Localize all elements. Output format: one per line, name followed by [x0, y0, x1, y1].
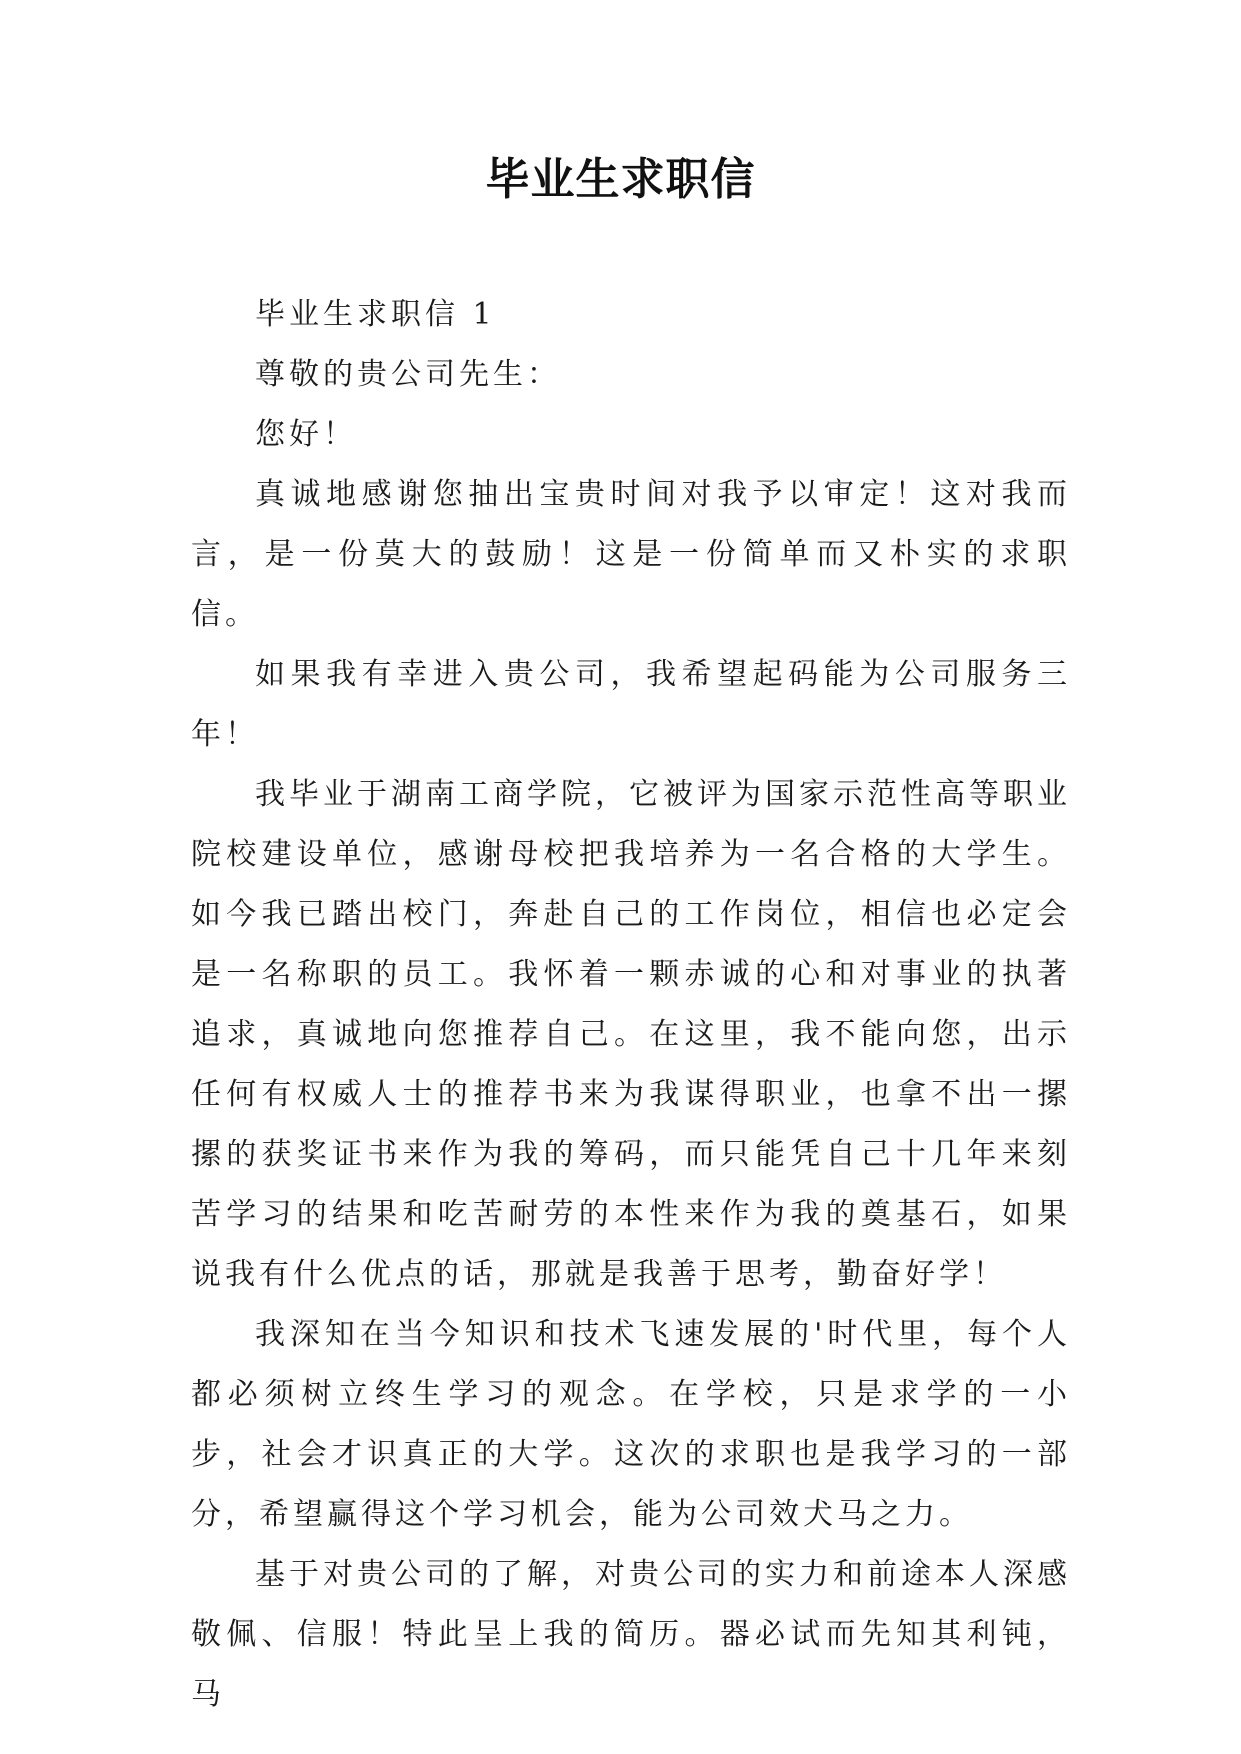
- paragraph-thanks: 真诚地感谢您抽出宝贵时间对我予以审定！这对我而言，是一份莫大的鼓励！这是一份简单而又朴实的求职信。: [191, 477, 1071, 632]
- document-body: [191, 285, 1071, 1725]
- paragraph-greeting: 您好！: [255, 417, 357, 452]
- paragraph-heading: 毕业生求职信 1: [255, 297, 496, 332]
- paragraph-background: 我毕业于湖南工商学院，它被评为国家示范性高等职业院校建设单位，感谢母校把我培养为一名合格的大学生。如今我已踏出校门，奔赴自己的工作岗位，相信也必定会是一名称职的员工。我怀着一颗赤诚的心和对事业的执著追求，真诚地向您推荐自己。在这里，我不能向您，出示任何有权威人士的推荐书来为我谋得职业，也拿不出一摞摞的获奖证书来作为我的筹码，而只能凭自己十几年来刻苦学习的结果和吃苦耐劳的本性来作为我的奠基石，如果说我有什么优点的话，那就是我善于思考，勤奋好学！: [191, 777, 1071, 1292]
- document-title: 毕业生求职信: [485, 154, 756, 205]
- paragraph-learning: 我深知在当今知识和技术飞速发展的'时代里，每个人都必须树立终生学习的观念。在学校，只是求学的一小步，社会才识真正的大学。这次的求职也是我学习的一部分，希望赢得这个学习机会，能为公司效犬马之力。: [191, 1317, 1071, 1532]
- paragraph-commitment: 如果我有幸进入贵公司，我希望起码能为公司服务三年！: [191, 657, 1071, 752]
- paragraph-closing: 基于对贵公司的了解，对贵公司的实力和前途本人深感敬佩、信服！特此呈上我的简历。器必试而先知其利钝，马: [191, 1557, 1071, 1712]
- paragraph-salutation: 尊敬的贵公司先生：: [255, 357, 561, 392]
